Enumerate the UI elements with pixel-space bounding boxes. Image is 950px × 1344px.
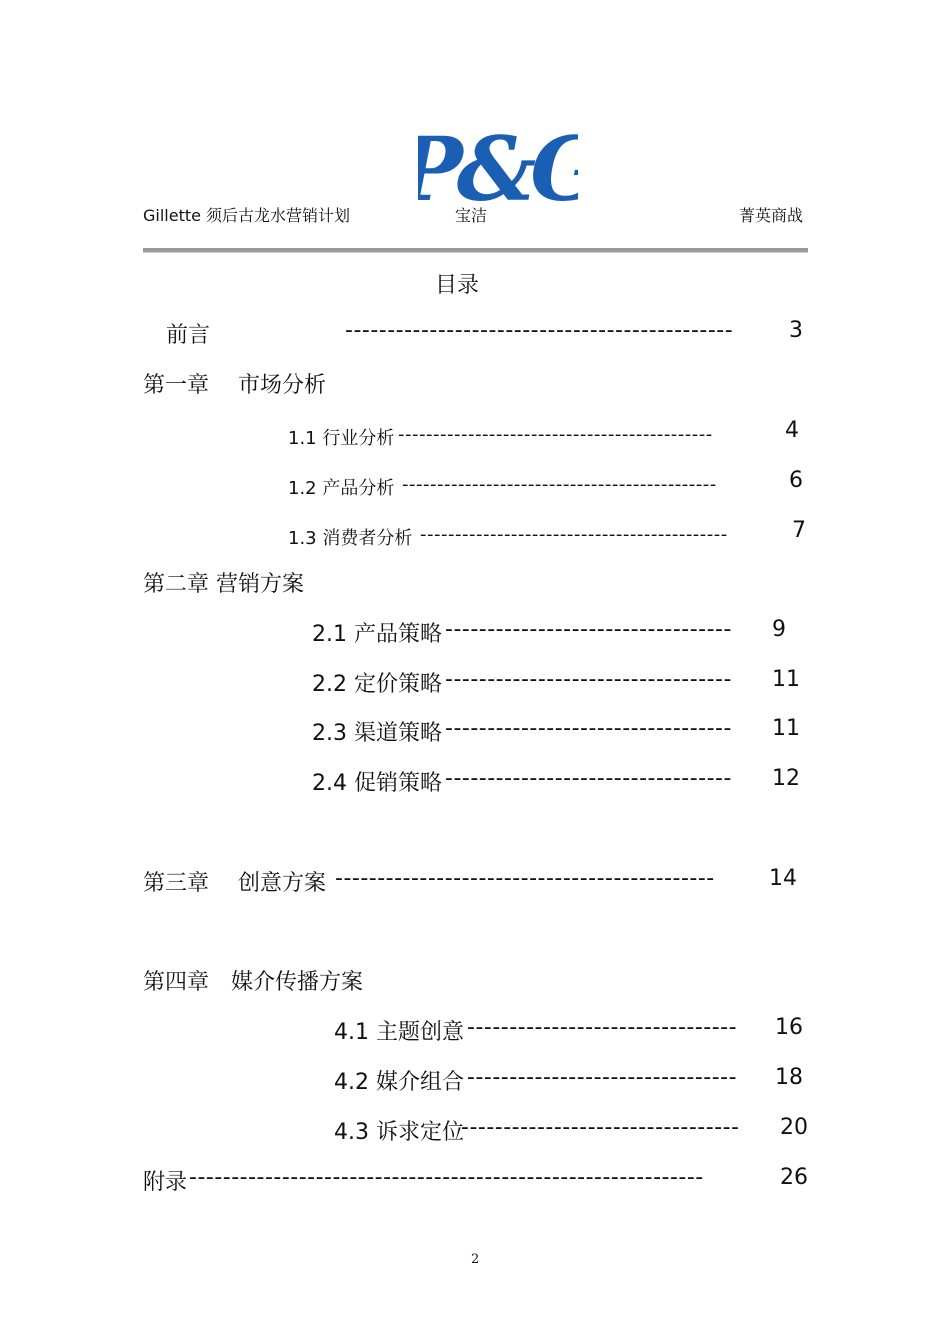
toc-section-2-1: 2.1 产品策略: [312, 622, 442, 647]
toc-page-number: 11: [772, 716, 800, 741]
toc-leader: ----------------------------------: [445, 716, 732, 741]
toc-title: 目录: [435, 273, 480, 298]
header-center-title: 宝洁: [455, 206, 488, 225]
toc-chapter-3: 第三章 创意方案: [143, 871, 326, 896]
pg-logo: [418, 120, 578, 212]
toc-section-4-3: 4.3 诉求定位: [334, 1120, 464, 1145]
toc-page-number: 4: [785, 418, 799, 443]
toc-page-number: 7: [792, 518, 806, 543]
toc-appendix: 附录: [143, 1170, 188, 1195]
header-rule: [143, 248, 808, 253]
toc-leader: ----------------------------------: [445, 617, 732, 642]
toc-section-1-2: 1.2 产品分析: [288, 478, 395, 499]
toc-page-number: 9: [772, 617, 786, 642]
toc-section-2-4: 2.4 促销策略: [312, 771, 442, 796]
toc-leader: ----------------------------------------------: [345, 318, 734, 343]
toc-chapter-2: 第二章 营销方案: [143, 572, 304, 597]
toc-section-1-3: 1.3 消费者分析: [288, 528, 413, 549]
toc-section-1-1: 1.1 行业分析: [288, 428, 395, 449]
toc-page-number: 14: [769, 866, 797, 891]
toc-section-2-3: 2.3 渠道策略: [312, 721, 442, 746]
toc-chapter-1: 第一章 市场分析: [143, 373, 326, 398]
toc-leader: ----------------------------------: [445, 766, 732, 791]
svg-text:P&G: &: [456, 120, 531, 212]
toc-leader: --------------------------------: [467, 1065, 738, 1090]
toc-page-number: 18: [775, 1065, 803, 1090]
footer-page-number: 2: [471, 1252, 480, 1267]
toc-leader: -------------------------------------------------------------: [189, 1165, 704, 1190]
toc-leader: ---------------------------------: [461, 1115, 740, 1140]
toc-page-number: 3: [789, 318, 803, 343]
toc-leader: ----------------------------------: [445, 667, 732, 692]
toc-section-4-1: 4.1 主题创意: [334, 1020, 464, 1045]
toc-page-number: 6: [789, 468, 803, 493]
toc-entry-preface-label: 前言: [166, 323, 211, 348]
toc-page-number: 12: [772, 766, 800, 791]
toc-chapter-4: 第四章 媒介传播方案: [143, 970, 364, 995]
toc-page-number: 20: [780, 1115, 808, 1140]
toc-leader: ---------------------------------------------: [402, 474, 717, 495]
header-right-title: 菁英商战: [739, 206, 804, 225]
toc-section-2-2: 2.2 定价策略: [312, 672, 442, 697]
header-left-title: Gillette 须后古龙水营销计划: [143, 206, 351, 225]
toc-leader: --------------------------------: [467, 1015, 738, 1040]
toc-section-4-2: 4.2 媒介组合: [334, 1070, 464, 1095]
toc-page-number: 26: [780, 1165, 808, 1190]
toc-leader: --------------------------------------------: [420, 524, 728, 545]
toc-leader: ---------------------------------------------: [398, 424, 713, 445]
toc-page-number: 16: [775, 1015, 803, 1040]
toc-leader: ---------------------------------------------: [335, 866, 715, 891]
toc-page-number: 11: [772, 667, 800, 692]
